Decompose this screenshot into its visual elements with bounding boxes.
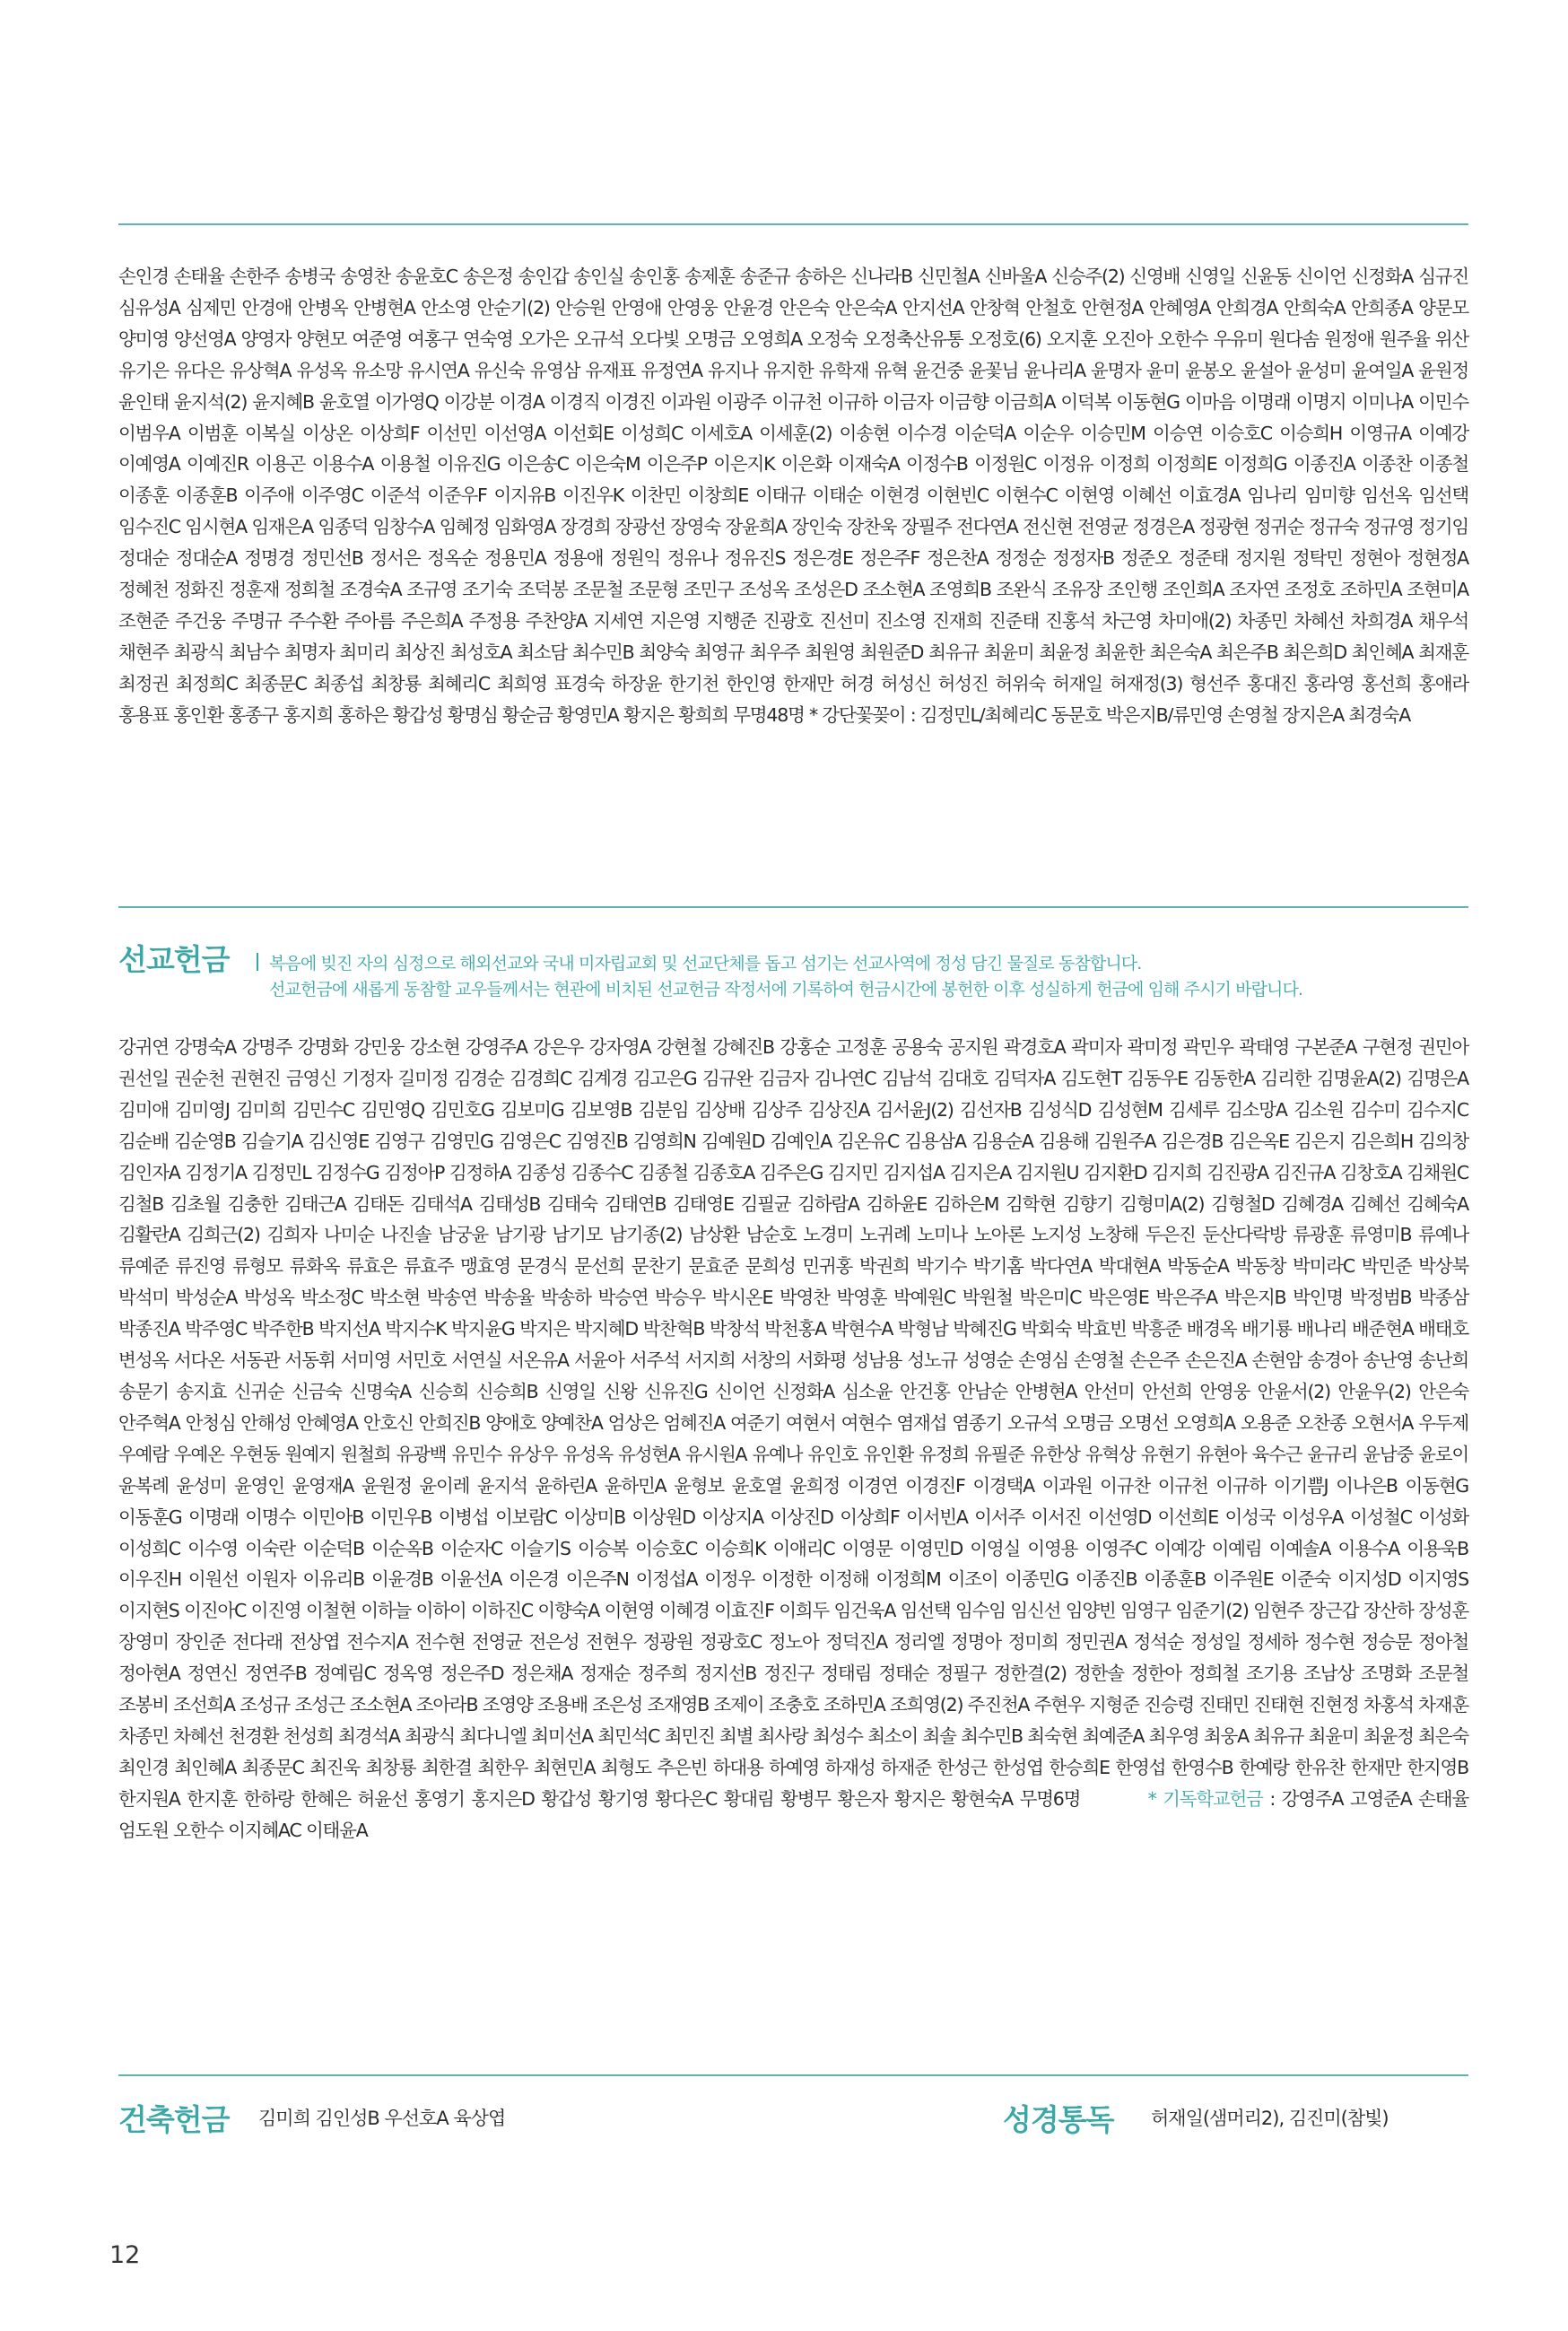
- top-donor-list: [118, 261, 1468, 731]
- missions-intro-line2: 선교헌금에 새롭게 동참할 교우들께서는 현관에 비치된 선교헌금 작정서에 기록하여 헌금시간에 봉헌한 이후 성실하게 헌금에 임해 주시기 바랍니다.: [269, 980, 1303, 1000]
- flower-offering-note: * 강단꽃꽂이 : 김정민L/최혜리C 동문호 박은지B/류민영 손영철 장지은A 최경숙A: [809, 703, 1411, 726]
- missions-title: 선교헌금: [118, 942, 230, 977]
- top-divider: [118, 223, 1468, 225]
- bible-reading-names: 허재일(샘머리2), 김진미(참빛): [1151, 2108, 1389, 2129]
- page-number: 12: [109, 2241, 141, 2269]
- building-title: 건축헌금: [118, 2102, 230, 2137]
- christian-school-label: * 기독학교헌금: [1147, 1787, 1263, 1810]
- missions-intro-line1: 복음에 빚진 자의 심정으로 해외선교와 국내 미자립교회 및 선교단체를 돕고 섬기는 선교사역에 정성 담긴 물질로 동참합니다.: [269, 954, 1142, 973]
- missions-donor-names: 강귀연 강명숙A 강명주 강명화 강민웅 강소현 강영주A 강은우 강자영A 강현철 강혜진B 강홍순 고정훈 공용숙 공지원 곽경호A 곽미자 곽미정 곽민우 곽태영 구본준A 구현정 권민아 권선일 권순천 권현진 금영신 기정자 길미정 김경순 김경희C 김계경 김고은G 김규완 김금자 김나연C 김남석 김대호 김덕자A 김도현T 김동우E 김동한A 김리한 김명윤A(2) 김명은A 김미애 김미영J 김미희 김민수C 김민영Q 김민호G 김보미G 김보영B 김분임 김상배 김상주 김상진A 김서윤J(2) 김선자B 김성식D 김성현M 김세루 김소망A 김소원 김수미 김수지C 김순배 김순영B 김슬기A 김신영E 김영구 김영민G 김영은C 김영진B 김영희N 김예원D 김예인A 김온유C 김용삼A 김용순A 김용해 김원주A 김은경B 김은옥E 김은지 김은희H 김의창 김인자A 김정기A 김정민L 김정수G 김정아P 김정하A 김종성 김종수C 김종철 김종호A 김주은G 김지민 김지섭A 김지은A 김지원U 김지환D 김지희 김진광A 김진규A 김창호A 김채원C 김철B 김초월 김충한 김태근A 김태돈 김태석A 김태성B 김태숙 김태연B 김태영E 김필균 김하람A 김하윤E 김하은M 김학현 김향기 김형미A(2) 김형철D 김혜경A 김혜선 김혜숙A 김활란A 김희근(2) 김희자 나미순 나진솔 남궁윤 남기광 남기모 남기종(2) 남상환 남순호 노경미 노귀례 노미나 노아론 노지성 노창해 두은진 둔산다락방 류광훈 류영미B 류예나 류예준 류진영 류형모 류화옥 류효은 류효주 맹효영 문경식 문선희 문찬기 문효준 문희성 민귀홍 박권희 박기수 박기홈 박다연A 박대현A 박동순A 박동창 박미라C 박민준 박상북 박석미 박성순A 박성옥 박소정C 박소현 박송연 박송율 박송하 박승연 박승우 박시온E 박영찬 박영훈 박예원C 박원철 박은미C 박은영E 박은주A 박은지B 박인명 박정범B 박종삼 박종진A 박주영C 박주한B 박지선A 박지수K 박지윤G 박지은 박지혜D 박찬혁B 박창석 박천홍A 박현수A 박형남 박혜진G 박회숙 박효빈 박흥준 배경옥 배기룡 배나리 배준현A 배태호 변성옥 서다온 서동관 서동휘 서미영 서민호 서연실 서온유A 서윤아 서주석 서지희 서창의 서화평 성남용 성노규 성영순 손영심 손영철 손은주 손은진A 손현암 송경아 송난영 송난희 송문기 송지효 신귀순 신금숙 신명숙A 신승희 신승희B 신영일 신왕 신유진G 신이언 신정화A 심소윤 안건홍 안남순 안병현A 안선미 안선희 안영웅 안윤서(2) 안윤우(2) 안은숙 안주혁A 안청심 안해성 안혜영A 안호신 안희진B 양애호 양예찬A 엄상은 엄혜진A 여준기 여현서 여현수 염재섭 염종기 오규석 오명금 오명선 오영희A 오용준 오찬종 오현서A 우두제 우예람 우예온 우현동 원예지 원철희 유광백 유민수 유상우 유성옥 유성현A 유시원A 유예나 유인호 유인환 유정희 유필준 유한상 유혁상 유현기 유현아 육수근 윤규리 윤남중 윤로이 윤복례 윤성미 윤영인 윤영재A 윤원정 윤이레 윤지석 윤하린A 윤하민A 윤형보 윤호열 윤희정 이경연 이경진F 이경택A 이과원 이규찬 이규천 이규하 이기쁨J 이나은B 이동현G 이동훈G 이명래 이명수 이민아B 이민우B 이병섭 이보람C 이상미B 이상원D 이상지A 이상진D 이상희F 이서빈A 이서주 이서진 이선영D 이선희E 이성국 이성우A 이성철C 이성화 이성희C 이수영 이숙란 이순덕B 이순옥B 이순자C 이슬기S 이승복 이승호C 이승희K 이애리C 이영문 이영민D 이영실 이영용 이영주C 이예강 이예림 이예솔A 이용수A 이용욱B 이우진H 이원선 이원자 이유리B 이윤경B 이윤선A 이은경 이은주N 이정섭A 이정우 이정한 이정해 이정희M 이조이 이종민G 이종진B 이종훈B 이주원E 이준숙 이지성D 이지영S 이지현S 이진아C 이진영 이철현 이하늘 이하이 이하진C 이향숙A 이현영 이혜경 이효진F 이희두 임건욱A 임선택 임수임 임신선 임양빈 임영구 임준기(2) 임현주 장근갑 장산하 장성훈 장영미 장인준 전다래 전상엽 전수지A 전수현 전영균 전은성 전현우 정광원 정광호C 정노아 정덕진A 정리엘 정명아 정미희 정민권A 정석순 정성일 정세하 정수현 정승문 정아철 정아현A 정연신 정연주B 정예림C 정옥영 정은주D 정은채A 정재순 정주희 정지선B 정진구 정태림 정태순 정필구 정한결(2) 정한솔 정한아 정희철 조기용 조남상 조명화 조문철 조봉비 조선희A 조성규 조성근 조소현A 조아라B 조영양 조용배 조은성 조재영B 조제이 조충호 조하민A 조희영(2) 주진천A 주현우 지형준 진승령 진태민 진태현 진현정 차홍석 차재훈 차종민 차혜선 천경환 천성희 최경석A 최광식 최다니엘 최미선A 최민석C 최민진 최별 최사랑 최성수 최소이 최솔 최수민B 최숙현 최예준A 최우영 최웅A 최유규 최윤미 최윤정 최은숙 최인경 최인혜A 최종문C 최진욱 최창룡 최한결 최한우 최현민A 최형도 추은빈 하대용 하예영 하재성 하재준 한성근 한성엽 한승희E 한영섭 한영수B 한예랑 한유찬 한재만 한지영B 한지원A 한지훈 한하랑 한혜은 허윤선 홍영기 홍지은D 황갑성 황기영 황다은C 황대림 황병무 황은자 황지은 황현숙A 무명6명: [118, 1036, 1469, 1810]
- top-donor-names: 손인경 손태율 손한주 송병국 송영찬 송윤호C 송은정 송인갑 송인실 송인홍 송제훈 송준규 송하은 신나라B 신민철A 신바울A 신승주(2) 신영배 신영일 신윤동 신이언 신정화A 심규진 심유성A 심제민 안경애 안병옥 안병현A 안소영 안순기(2) 안승원 안영애 안영웅 안윤경 안은숙 안은숙A 안지선A 안창혁 안철호 안현정A 안혜영A 안희경A 안희숙A 안희종A 양문모 양미영 양선영A 양영자 양현모 여준영 여홍구 연숙영 오가은 오규석 오다빛 오명금 오영희A 오정숙 오정축산유통 오정호(6) 오지훈 오진아 오한수 우유미 원다솜 원정애 원주율 위산 유기은 유다은 유상혁A 유성옥 유소망 유시연A 유신숙 유영삼 유재표 유정연A 유지나 유지한 유학재 유혁 윤건중 윤꽃님 윤나리A 윤명자 윤미 윤봉오 윤설아 윤성미 윤여일A 윤원정 윤인태 윤지석(2) 윤지혜B 윤호열 이가영Q 이강분 이경A 이경직 이경진 이과원 이광주 이규천 이규하 이금자 이금향 이금희A 이덕복 이동현G 이마음 이명래 이명지 이미나A 이민수 이범우A 이범훈 이복실 이상온 이상희F 이선민 이선영A 이선회E 이성희C 이세호A 이세훈(2) 이송현 이수경 이순덕A 이순우 이승민M 이승연 이승호C 이승희H 이영규A 이예강 이예영A 이예진R 이용곤 이용수A 이용철 이유진G 이은송C 이은숙M 이은주P 이은지K 이은화 이재숙A 이정수B 이정원C 이정유 이정희 이정희E 이정희G 이종진A 이종찬 이종철 이종훈 이종훈B 이주애 이주영C 이준석 이준우F 이지유B 이진우K 이찬민 이창희E 이태규 이태순 이현경 이현빈C 이현수C 이현영 이혜선 이효경A 임나리 임미향 임선옥 임선택 임수진C 임시현A 임재은A 임종덕 임창수A 임혜정 임화영A 장경희 장광선 장영숙 장윤희A 장인숙 장찬욱 장필주 전다연A 전신현 전영균 정경은A 정광현 정귀순 정규숙 정규영 정기임 정대순 정대순A 정명경 정민선B 정서은 정옥순 정용민A 정용애 정원익 정유나 정유진S 정은경E 정은주F 정은찬A 정정순 정정자B 정준오 정준태 정지원 정탁민 정현아 정현정A 정혜천 정화진 정훈재 정희철 조경숙A 조규영 조기숙 조덕봉 조문철 조문형 조민구 조성옥 조성은D 조소현A 조영희B 조완식 조유장 조인행 조인희A 조자연 조정호 조하민A 조현미A 조현준 주건웅 주명규 주수환 주아름 주은희A 주정용 주찬양A 지세연 지은영 지행준 진광호 진선미 진소영 진재희 진준태 진홍석 차근영 차미애(2) 차종민 차혜선 차희경A 채우석 채현주 최광식 최남수 최명자 최미리 최상진 최성호A 최소담 최수민B 최양숙 최영규 최우주 최원영 최원준D 최유규 최윤미 최윤정 최윤한 최은숙A 최은주B 최은희D 최인혜A 최재훈 최정권 최정희C 최종문C 최종섭 최창룡 최혜리C 최희영 표경숙 하장윤 한기천 한인영 한재만 허경 허성신 허성진 허위숙 허재일 허재정(3) 형선주 홍대진 홍라영 홍선희 홍애라 홍용표 홍인환 홍종구 홍지희 홍하은 황갑성 황명심 황순금 황영민A 황지은 황희희 무명48명: [118, 266, 1468, 726]
- missions-divider: [118, 906, 1468, 908]
- bottom-divider: [118, 2074, 1468, 2076]
- bible-reading-title: 성경통독: [1003, 2102, 1114, 2137]
- missions-title-separator: [257, 953, 258, 971]
- missions-donor-list: [118, 1032, 1468, 1846]
- building-donor-names: 김미희 김인성B 우선호A 육상엽: [258, 2108, 506, 2129]
- christian-school-names: : 강영주A 고영준A 손태율 엄도원 오한수 이지혜AC 이태윤A: [118, 1787, 1468, 1841]
